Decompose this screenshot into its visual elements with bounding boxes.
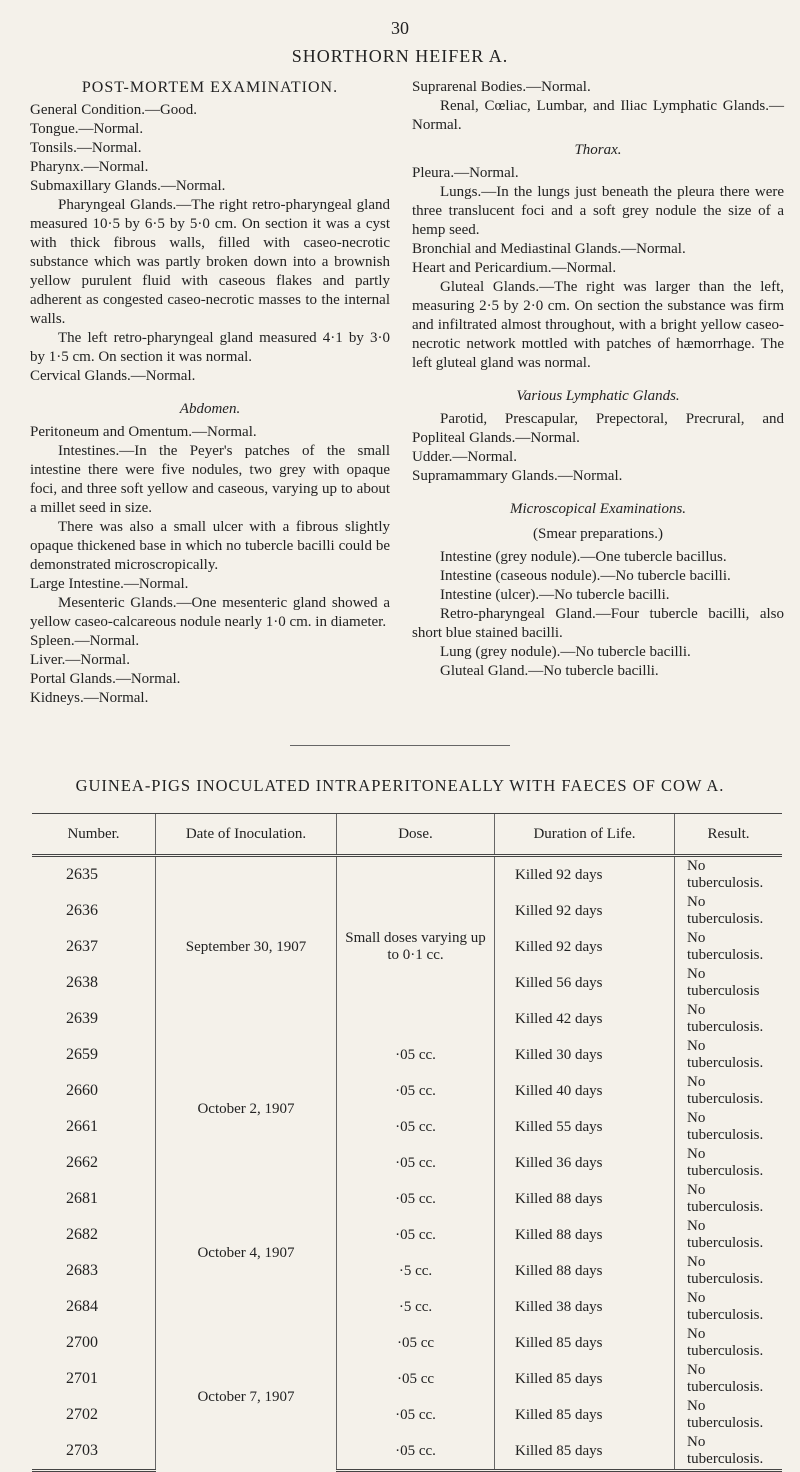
table-row: [32, 1289, 782, 1325]
row-result: No tuberculosis.: [675, 1325, 783, 1361]
left-entry: Tonsils.—Normal.: [30, 140, 142, 156]
left-entry: Submaxillary Glands.—Normal.: [30, 178, 226, 194]
left-entry: Pharynx.—Normal.: [30, 159, 149, 175]
table-row: [32, 1361, 782, 1397]
micro-entry: Lung (grey nodule).—No tubercle bacilli.: [440, 644, 691, 660]
table-row: [32, 1037, 782, 1073]
row-duration: Killed 38 days: [495, 1289, 675, 1325]
row-result: No tuberculosis.: [675, 1217, 783, 1253]
thorax-entry: Bronchial and Mediastinal Glands.—Normal.: [412, 241, 686, 257]
abdomen-entry: Portal Glands.—Normal.: [30, 671, 181, 687]
row-result: No tuberculosis.: [675, 1073, 783, 1109]
row-duration: Killed 36 days: [495, 1145, 675, 1181]
thorax-heading: Thorax.: [574, 142, 622, 158]
micro-entry: Intestine (caseous nodule).—No tubercle bacilli.: [440, 568, 731, 584]
row-result: No tuberculosis.: [675, 1145, 783, 1181]
table-row: [32, 1325, 782, 1361]
thorax-entry: Gluteal Glands.—The right was larger than the left, measuring 2·5 by 2·0 cm. On section the substance was firm and infiltrated almost throughout, with a bright yellow caseo-necrotic network mottled with patches of hæmorrhage. The left gluteal gland was normal.: [412, 279, 784, 371]
thorax-entry: Pleura.—Normal.: [412, 165, 519, 181]
row-result: No tuberculosis.: [675, 1289, 783, 1325]
right-entry: Renal, Cœliac, Lumbar, and Iliac Lymphatic Glands.—Normal.: [412, 98, 784, 133]
row-dose: ·5 cc.: [337, 1253, 495, 1289]
row-duration: Killed 92 days: [495, 856, 675, 894]
various-entry: Udder.—Normal.: [412, 449, 517, 465]
row-result: No tuberculosis.: [675, 929, 783, 965]
abdomen-heading: Abdomen.: [179, 401, 241, 417]
row-duration: Killed 92 days: [495, 893, 675, 929]
row-number: 2682: [66, 1226, 98, 1243]
row-duration: Killed 30 days: [495, 1037, 675, 1073]
row-duration: Killed 85 days: [495, 1361, 675, 1397]
row-dose: ·05 cc.: [337, 1073, 495, 1109]
abdomen-entry: Intestines.—In the Peyer's patches of the small intestine there were five nodules, two grey with opaque foci, and three soft yellow and caseous, varying up to about a millet seed in size.: [30, 443, 390, 516]
row-duration: Killed 85 days: [495, 1397, 675, 1433]
row-result: No tuberculosis.: [675, 1433, 783, 1471]
left-entry: Tongue.—Normal.: [30, 121, 144, 137]
row-dose: ·05 cc.: [337, 1145, 495, 1181]
row-result: No tuberculosis: [675, 965, 783, 1001]
section-divider: [290, 745, 510, 746]
micro-heading: Microscopical Examinations.: [509, 501, 687, 517]
header-date: Date of Inoculation.: [156, 814, 337, 856]
row-dose: Small doses varying up to 0·1 cc.: [337, 856, 495, 1038]
row-dose: ·5 cc.: [337, 1289, 495, 1325]
table-header-row: [32, 814, 782, 856]
row-dose: ·05 cc.: [337, 1397, 495, 1433]
row-number: 2681: [66, 1190, 98, 1207]
various-entry: Parotid, Prescapular, Prepectoral, Precrural, and Popliteal Glands.—Normal.: [412, 411, 784, 446]
table-row: [32, 1433, 782, 1471]
header-duration: Duration of Life.: [495, 814, 675, 856]
row-result: No tuberculosis.: [675, 1037, 783, 1073]
row-number: 2659: [66, 1046, 98, 1063]
row-result: No tuberculosis.: [675, 1001, 783, 1037]
row-duration: Killed 56 days: [495, 965, 675, 1001]
post-mortem-title: POST-MORTEM EXAMINATION.: [81, 79, 339, 96]
abdomen-entry: Spleen.—Normal.: [30, 633, 140, 649]
row-number: 2660: [66, 1082, 98, 1099]
table-row: [32, 1253, 782, 1289]
abdomen-entry: Mesenteric Glands.—One mesenteric gland showed a yellow caseo-calcareous nodule nearly 1·0 cm. in diameter.: [30, 595, 390, 630]
micro-entry: Intestine (grey nodule).—One tubercle bacillus.: [440, 549, 727, 565]
row-number: 2637: [66, 938, 98, 955]
abdomen-entry: Liver.—Normal.: [30, 652, 130, 668]
various-heading: Various Lymphatic Glands.: [516, 388, 680, 404]
thorax-entry: Lungs.—In the lungs just beneath the pleura there were three translucent foci and a soft grey nodule the size of a hemp seed.: [412, 184, 784, 238]
row-duration: Killed 88 days: [495, 1181, 675, 1217]
row-date: October 7, 1907: [156, 1325, 337, 1471]
row-number: 2635: [66, 866, 98, 883]
row-result: No tuberculosis.: [675, 1109, 783, 1145]
left-entry: Cervical Glands.—Normal.: [30, 368, 196, 384]
left-entry: The left retro-pharyngeal gland measured 4·1 by 3·0 by 1·5 cm. On section it was normal.: [30, 330, 390, 365]
row-duration: Killed 85 days: [495, 1325, 675, 1361]
header-result: Result.: [675, 814, 783, 856]
abdomen-entry: Kidneys.—Normal.: [30, 690, 149, 706]
row-number: 2636: [66, 902, 98, 919]
table-row: [32, 1181, 782, 1217]
row-duration: Killed 88 days: [495, 1217, 675, 1253]
right-entry: Suprarenal Bodies.—Normal.: [412, 79, 591, 95]
table-row: [32, 1073, 782, 1109]
table-row: [32, 1397, 782, 1433]
row-number: 2702: [66, 1406, 98, 1423]
abdomen-entry: Large Intestine.—Normal.: [30, 576, 189, 592]
header-dose: Dose.: [337, 814, 495, 856]
row-result: No tuberculosis.: [675, 1253, 783, 1289]
row-number: 2638: [66, 974, 98, 991]
row-number: 2700: [66, 1334, 98, 1351]
guinea-pig-heading: GUINEA-PIGS INOCULATED INTRAPERITONEALLY WITH FAECES OF COW A.: [75, 776, 725, 795]
row-duration: Killed 42 days: [495, 1001, 675, 1037]
table-row: [32, 856, 782, 894]
micro-entry: Intestine (ulcer).—No tubercle bacilli.: [440, 587, 670, 603]
row-number: 2661: [66, 1118, 98, 1135]
row-dose: ·05 cc.: [337, 1217, 495, 1253]
row-duration: Killed 40 days: [495, 1073, 675, 1109]
row-duration: Killed 88 days: [495, 1253, 675, 1289]
micro-subheading: (Smear preparations.): [533, 526, 663, 542]
row-number: 2684: [66, 1298, 98, 1315]
row-dose: ·05 cc.: [337, 1109, 495, 1145]
row-result: No tuberculosis.: [675, 1181, 783, 1217]
row-dose: ·05 cc.: [337, 1181, 495, 1217]
row-result: No tuberculosis.: [675, 893, 783, 929]
abdomen-entry: Peritoneum and Omentum.—Normal.: [30, 424, 257, 440]
row-number: 2662: [66, 1154, 98, 1171]
page-heading: SHORTHORN HEIFER A.: [291, 46, 509, 66]
table-row: [32, 1145, 782, 1181]
row-date: September 30, 1907: [156, 856, 337, 1038]
inoculation-table: [32, 813, 782, 1472]
right-column: [412, 78, 784, 681]
row-date: October 4, 1907: [156, 1181, 337, 1325]
abdomen-entry: There was also a small ulcer with a fibrous slightly opaque thickened base in which no tubercle bacilli could be demonstrated microscropically.: [30, 519, 390, 573]
row-dose: ·05 cc.: [337, 1037, 495, 1073]
row-number: 2701: [66, 1370, 98, 1387]
row-result: No tuberculosis.: [675, 1361, 783, 1397]
left-entry: Pharyngeal Glands.—The right retro-pharyngeal gland measured 10·5 by 6·5 by 5·0 cm. On section it was a cyst with thick fibrous walls, filled with caseo-necrotic substance which was partly broken down into a brownish yellow purulent fluid with caseous flakes and partly adherent as congested caseo-necrotic masses to the internal walls.: [30, 197, 390, 327]
thorax-entry: Heart and Pericardium.—Normal.: [412, 260, 617, 276]
micro-entry: Gluteal Gland.—No tubercle bacilli.: [440, 663, 659, 679]
row-duration: Killed 92 days: [495, 929, 675, 965]
left-column: [30, 78, 390, 708]
row-number: 2703: [32, 1433, 156, 1471]
row-number: 2683: [66, 1262, 98, 1279]
left-entry: General Condition.—Good.: [30, 102, 198, 118]
row-result: No tuberculosis.: [675, 856, 783, 894]
row-duration: Killed 55 days: [495, 1109, 675, 1145]
table-row: [32, 1217, 782, 1253]
row-dose: ·05 cc: [337, 1325, 495, 1361]
row-date: October 2, 1907: [156, 1037, 337, 1181]
row-dose: ·05 cc: [337, 1361, 495, 1397]
various-entry: Supramammary Glands.—Normal.: [412, 468, 623, 484]
micro-entry: Retro-pharyngeal Gland.—Four tubercle bacilli, also short blue stained bacilli.: [412, 606, 784, 641]
row-result: No tuberculosis.: [675, 1397, 783, 1433]
table-row: [32, 1109, 782, 1145]
header-number: Number.: [32, 814, 156, 856]
row-number: 2639: [66, 1010, 98, 1027]
page-number: 30: [391, 18, 409, 38]
row-duration: Killed 85 days: [495, 1433, 675, 1471]
row-dose: ·05 cc.: [337, 1433, 495, 1471]
